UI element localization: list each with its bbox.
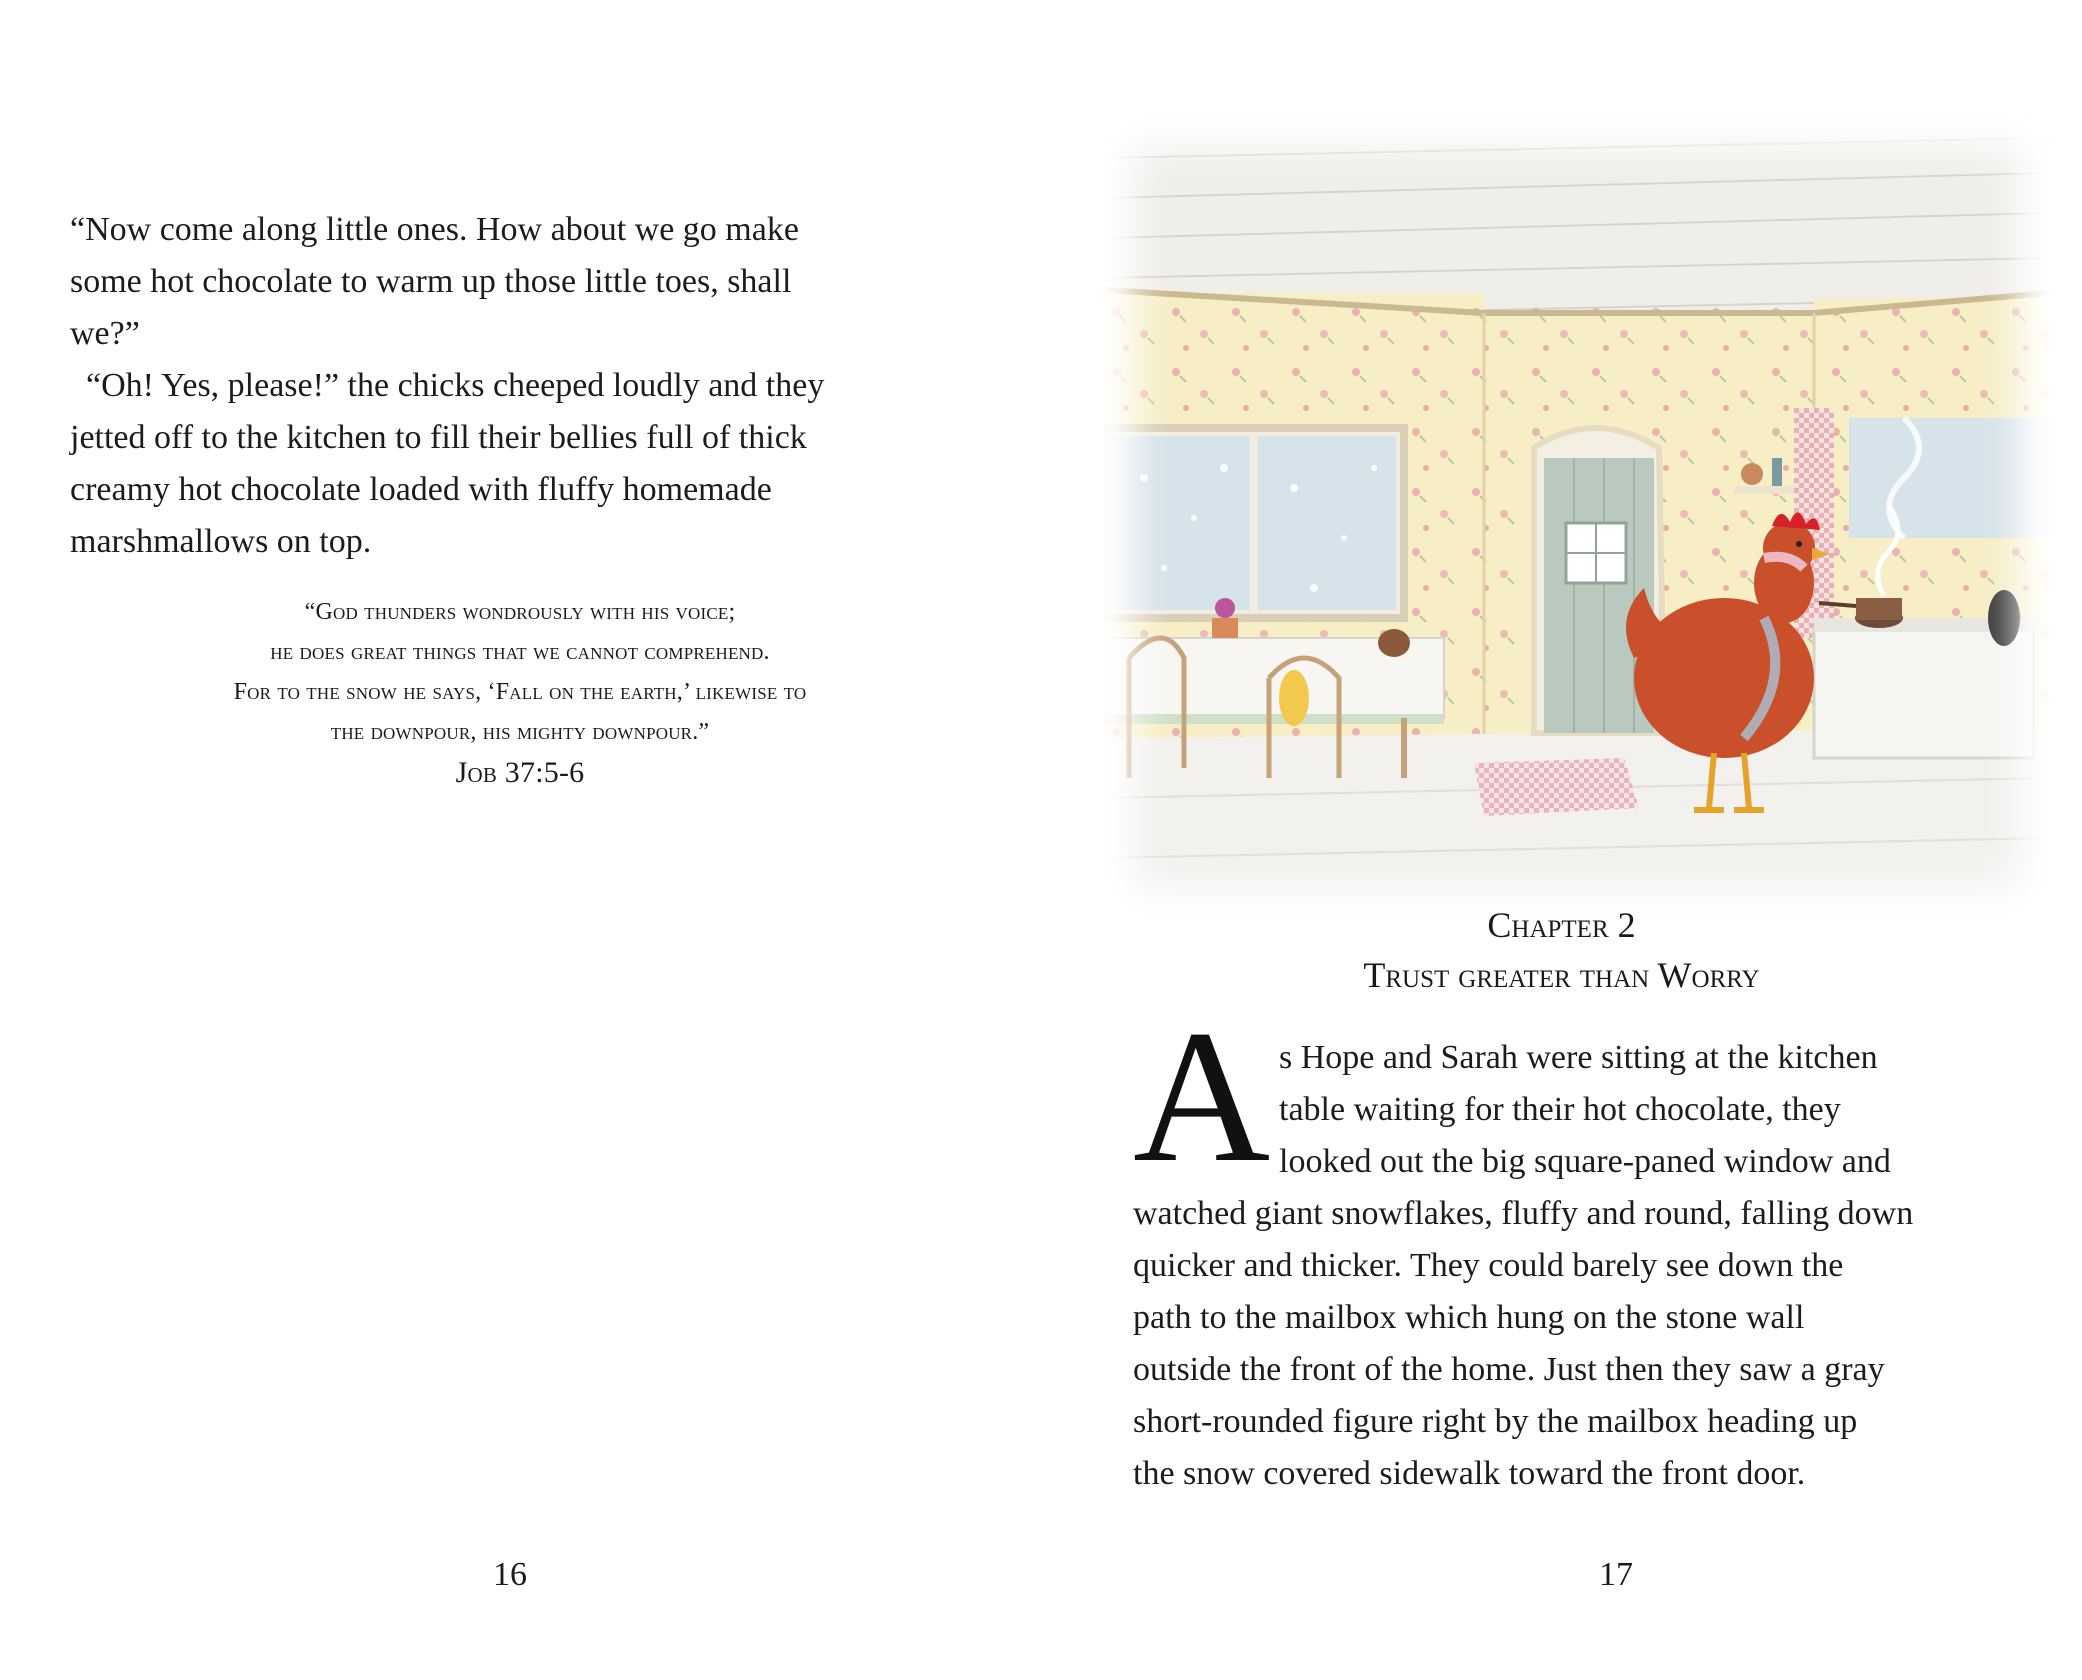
- chapter-subtitle: Trust greater than Worry: [1363, 955, 1760, 995]
- chapter-heading: [1041, 900, 2082, 1000]
- text-line: looked out the big square-paned window and: [1279, 1143, 1891, 1180]
- text-line: path to the mailbox which hung on the stone wall: [1133, 1299, 1805, 1336]
- text-line: some hot chocolate to warm up those little toes, shall: [70, 263, 792, 300]
- chick-sarah: [1279, 670, 1309, 726]
- page-number-right: 17: [1599, 1556, 1633, 1593]
- kitchen-scene-svg: [1104, 118, 2049, 918]
- text-line: “Now come along little ones. How about we go make: [70, 211, 799, 248]
- verse-line: the downpour, his mighty downpour.”: [330, 719, 710, 745]
- text-line: short-rounded figure right by the mailbox heading up: [1133, 1403, 1858, 1440]
- text-line: table waiting for their hot chocolate, they: [1279, 1091, 1841, 1128]
- doormat-rug: [1474, 758, 1639, 816]
- scripture-verse: [70, 592, 970, 794]
- verse-reference: Job 37:5-6: [455, 756, 585, 789]
- text-line: s Hope and Sarah were sitting at the kitchen: [1279, 1039, 1878, 1076]
- text-line: watched giant snowflakes, fluffy and round, falling down: [1133, 1195, 1914, 1232]
- square-paned-window: [1104, 428, 1404, 618]
- text-line: the snow covered sidewalk toward the front door.: [1133, 1455, 1806, 1492]
- text-line: we?”: [70, 315, 140, 352]
- hanging-pan: [1988, 590, 2020, 646]
- chick-hope: [1378, 629, 1410, 657]
- right-page: [1041, 0, 2082, 1680]
- text-line: outside the front of the home. Just then they saw a gray: [1133, 1351, 1885, 1388]
- right-body-text: [1133, 1032, 2033, 1500]
- verse-line: For to the snow he says, ‘Fall on the earth,’ likewise to: [233, 679, 807, 705]
- verse-line: he does great things that we cannot comprehend.: [270, 639, 770, 665]
- drop-cap: A: [1133, 992, 1271, 1202]
- kitchen-illustration: [1104, 118, 2049, 918]
- text-line: “Oh! Yes, please!” the chicks cheeped loudly and they: [86, 367, 825, 404]
- text-line: creamy hot chocolate loaded with fluffy homemade: [70, 471, 772, 508]
- verse-line: “God thunders wondrously with his voice;: [304, 599, 736, 625]
- text-line: quicker and thicker. They could barely see down the: [1133, 1247, 1844, 1284]
- page-number-left: 16: [493, 1556, 527, 1593]
- left-body-text: [70, 204, 970, 568]
- text-line: jetted off to the kitchen to fill their bellies full of thick: [70, 419, 807, 456]
- text-line: marshmallows on top.: [70, 523, 372, 560]
- chapter-title: Chapter 2: [1487, 905, 1636, 945]
